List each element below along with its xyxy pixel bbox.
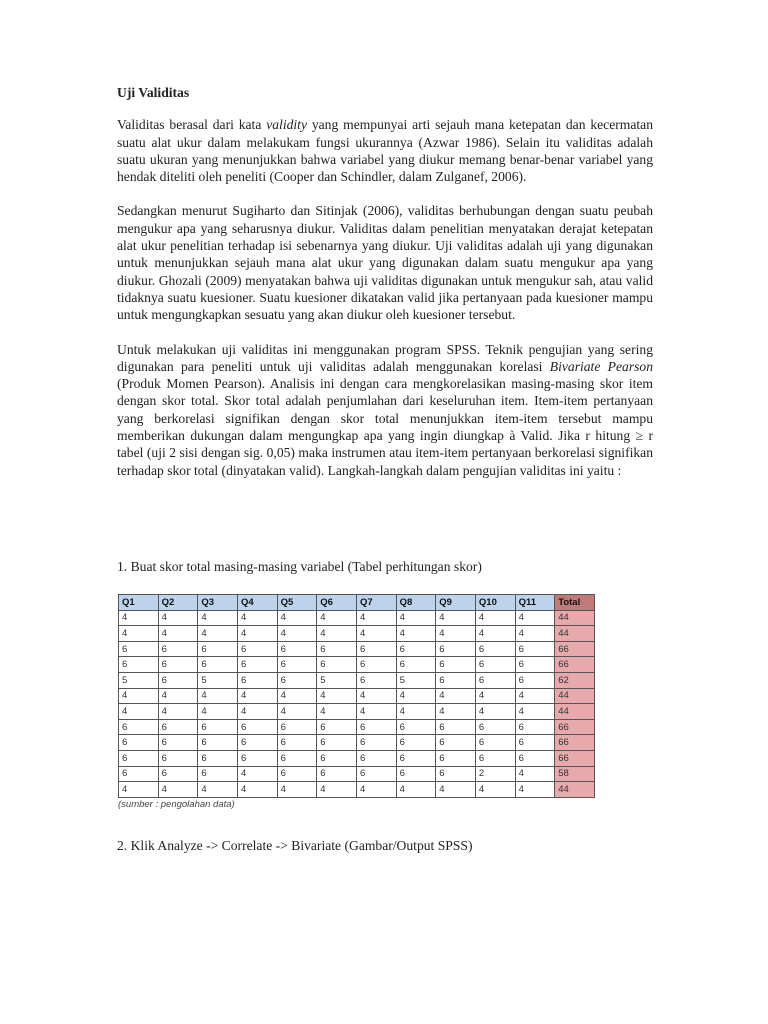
table-cell: 6 [475,719,515,735]
table-source-note: (sumber : pengolahan data) [118,798,235,810]
table-cell: 6 [436,672,476,688]
table-cell: 6 [237,750,277,766]
table-cell: 4 [356,704,396,720]
table-body [119,610,595,797]
table-cell: 6 [198,735,238,751]
table-cell: 4 [277,626,317,642]
table-header-cell: Q11 [515,595,555,611]
table-cell: 4 [198,610,238,626]
table-header-cell: Q7 [356,595,396,611]
table-cell: 4 [356,688,396,704]
table-header-cell: Q1 [119,595,159,611]
table-cell: 6 [237,641,277,657]
table-cell: 6 [436,657,476,673]
table-cell: 6 [158,750,198,766]
table-cell: 6 [475,735,515,751]
table-cell: 6 [396,719,436,735]
table-cell: 4 [158,704,198,720]
total-cell: 62 [555,672,595,688]
table-cell: 6 [475,657,515,673]
p1-text-a: Validitas berasal dari kata [117,117,267,133]
table-header-cell: Q5 [277,595,317,611]
total-cell: 44 [555,610,595,626]
table-cell: 6 [356,766,396,782]
paragraph-2: Sedangkan menurut Sugiharto dan Sitinjak (2006), validitas berhubungan dengan suatu peubah mengukur apa yang seharusnya diukur. Validitas dalam penelitian menyatakan derajat ketepatan alat ukur penelitian terhadap isi sebenarnya yang diukur. Uji validitas adalah uji yang digunakan untuk menunjukkan sejauh mana alat ukur yang digunakan dalam suatu mengukur apa yang diukur. Ghozali (2009) menyatakan bahwa uji validitas digunakan untuk mengukur sah, atau valid tidaknya suatu kuesioner. Suatu kuesioner dikatakan valid jika pertanyaan pada kuesioner mampu untuk mengungkapkan sesuatu yang akan diukur oleh kuesioner tersebut. [117,203,653,323]
table-cell: 4 [515,766,555,782]
table-cell: 6 [475,641,515,657]
table-cell: 4 [277,688,317,704]
table-cell: 6 [317,766,357,782]
table-cell: 6 [436,641,476,657]
score-table [118,594,595,798]
table-cell: 4 [475,782,515,798]
table-cell: 4 [475,626,515,642]
table-cell: 6 [119,750,159,766]
paragraph-1 [117,116,653,185]
table-cell: 4 [317,626,357,642]
table-header-cell: Q10 [475,595,515,611]
total-cell: 66 [555,750,595,766]
table-cell: 4 [277,782,317,798]
table-cell: 4 [198,688,238,704]
table-cell: 4 [515,782,555,798]
table-cell: 6 [356,657,396,673]
table-cell: 4 [475,688,515,704]
table-cell: 6 [277,672,317,688]
table-cell: 4 [119,688,159,704]
table-cell: 6 [158,735,198,751]
table-row [119,657,595,673]
total-cell: 44 [555,688,595,704]
table-cell: 4 [277,704,317,720]
document-body [117,84,653,496]
score-table-wrapper [118,594,595,810]
table-row [119,688,595,704]
table-cell: 4 [158,782,198,798]
table-cell: 6 [317,735,357,751]
total-cell: 44 [555,782,595,798]
table-cell: 4 [515,626,555,642]
table-cell: 6 [198,750,238,766]
table-cell: 6 [356,641,396,657]
table-cell: 6 [277,750,317,766]
table-cell: 6 [356,672,396,688]
table-cell: 6 [396,641,436,657]
table-cell: 6 [515,657,555,673]
section-title: Uji Validitas [117,85,190,100]
table-cell: 6 [515,641,555,657]
table-cell: 6 [396,657,436,673]
table-cell: 4 [515,688,555,704]
table-cell: 4 [356,626,396,642]
table-cell: 4 [119,610,159,626]
table-row [119,704,595,720]
table-cell: 6 [356,719,396,735]
p1-text-c: yang mempunyai arti sejauh mana ketepatan dan kecermatan suatu alat ukur dalam melakukam fungsi ukurannya (Azwar 1986). Selain itu validitas adalah suatu ukuran yang menunjukkan bahwa variabel yang diukur memang benar-benar variabel yang hendak diteliti oleh peneliti (Cooper dan Schindler, dalam Zulganef, 2006). [117,117,653,185]
total-cell: 66 [555,641,595,657]
table-header-cell: Total [555,595,595,611]
table-cell: 6 [317,641,357,657]
table-cell: 6 [436,719,476,735]
step-2-text: 2. Klik Analyze -> Correlate -> Bivariate (Gambar/Output SPSS) [117,838,473,853]
table-cell: 4 [198,626,238,642]
table-row [119,626,595,642]
table-cell: 6 [237,657,277,673]
table-cell: 6 [396,735,436,751]
table-cell: 6 [317,719,357,735]
table-cell: 4 [396,610,436,626]
table-cell: 6 [396,766,436,782]
p3-italic-term: Bivariate Pearson [549,358,653,374]
total-cell: 66 [555,719,595,735]
table-cell: 6 [277,719,317,735]
table-row [119,735,595,751]
table-header-cell: Q9 [436,595,476,611]
table-cell: 6 [475,750,515,766]
table-cell: 6 [317,750,357,766]
table-cell: 6 [277,735,317,751]
table-cell: 6 [515,719,555,735]
table-cell: 6 [436,735,476,751]
table-cell: 6 [277,766,317,782]
table-cell: 6 [396,750,436,766]
table-header-cell: Q8 [396,595,436,611]
table-cell: 4 [396,626,436,642]
table-cell: 4 [356,782,396,798]
table-cell: 6 [158,672,198,688]
table-cell: 6 [119,641,159,657]
table-cell: 4 [475,704,515,720]
table-cell: 6 [436,766,476,782]
table-cell: 5 [396,672,436,688]
total-cell: 66 [555,657,595,673]
paragraph-3 [117,341,653,479]
table-cell: 4 [158,626,198,642]
table-cell: 6 [119,719,159,735]
table-cell: 4 [436,688,476,704]
table-cell: 4 [317,610,357,626]
p3-text-c: (Produk Momen Pearson). Analisis ini dengan cara mengkorelasikan masing-masing skor item dengan skor total. Skor total adalah penjumlahan dari keseluruhan item. Item-item pertanyaan yang berkorelasi signifikan dengan skor total menunjukkan item-item tersebut mampu memberikan dukungan dalam mengungkap apa yang ingin diungkap à Valid. Jika r hitung ≥ r tabel (uji 2 sisi dengan sig. 0,05) maka instrumen atau item-item pertanyaan berkorelasi signifikan terhadap skor total (dinyatakan valid). Langkah-langkah dalam pengujian validitas ini yaitu : [117,376,653,478]
table-cell: 4 [237,626,277,642]
table-cell: 4 [119,626,159,642]
table-cell: 6 [237,735,277,751]
table-cell: 5 [317,672,357,688]
table-row [119,766,595,782]
table-row [119,719,595,735]
table-cell: 6 [198,641,238,657]
table-cell: 4 [436,704,476,720]
table-cell: 4 [515,610,555,626]
table-row [119,641,595,657]
table-cell: 6 [198,719,238,735]
table-cell: 4 [158,610,198,626]
table-row [119,610,595,626]
table-cell: 6 [475,672,515,688]
table-cell: 2 [475,766,515,782]
table-cell: 4 [317,688,357,704]
table-cell: 4 [119,704,159,720]
table-cell: 5 [119,672,159,688]
table-cell: 4 [237,766,277,782]
table-cell: 6 [158,641,198,657]
table-cell: 6 [317,657,357,673]
table-cell: 6 [158,719,198,735]
table-cell: 6 [515,750,555,766]
table-header-cell: Q4 [237,595,277,611]
table-cell: 6 [158,766,198,782]
table-cell: 4 [119,782,159,798]
table-cell: 4 [198,704,238,720]
table-cell: 4 [396,782,436,798]
table-header-row [119,595,595,611]
table-cell: 4 [237,688,277,704]
table-cell: 6 [277,641,317,657]
table-cell: 4 [317,704,357,720]
table-cell: 4 [317,782,357,798]
table-cell: 4 [396,688,436,704]
table-cell: 4 [277,610,317,626]
table-cell: 6 [158,657,198,673]
table-header-cell: Q2 [158,595,198,611]
table-cell: 6 [515,735,555,751]
table-header-cell: Q3 [198,595,238,611]
table-row [119,750,595,766]
table-cell: 4 [237,782,277,798]
table-cell: 6 [356,750,396,766]
table-cell: 4 [237,704,277,720]
table-cell: 6 [119,766,159,782]
total-cell: 44 [555,626,595,642]
table-cell: 6 [356,735,396,751]
table-cell: 4 [396,704,436,720]
table-cell: 4 [198,782,238,798]
table-cell: 4 [237,610,277,626]
step-1-text: 1. Buat skor total masing-masing variabel (Tabel perhitungan skor) [117,559,482,574]
table-cell: 4 [356,610,396,626]
table-cell: 4 [515,704,555,720]
table-cell: 6 [198,766,238,782]
table-row [119,782,595,798]
table-cell: 5 [198,672,238,688]
table-cell: 6 [198,657,238,673]
table-cell: 6 [515,672,555,688]
table-cell: 6 [436,750,476,766]
table-cell: 4 [436,610,476,626]
table-cell: 6 [119,657,159,673]
p1-italic-term: validity [266,117,307,133]
total-cell: 44 [555,704,595,720]
table-header-cell: Q6 [317,595,357,611]
table-cell: 6 [277,657,317,673]
table-cell: 4 [436,782,476,798]
table-cell: 4 [158,688,198,704]
table-cell: 4 [475,610,515,626]
p3-text-a: Untuk melakukan uji validitas ini menggunakan program SPSS. Teknik pengujian yang sering digunakan para peneliti untuk uji validitas adalah menggunakan korelasi [117,341,653,374]
table-cell: 6 [237,719,277,735]
table-cell: 4 [436,626,476,642]
table-cell: 6 [119,735,159,751]
total-cell: 66 [555,735,595,751]
table-row [119,672,595,688]
table-cell: 6 [237,672,277,688]
total-cell: 58 [555,766,595,782]
